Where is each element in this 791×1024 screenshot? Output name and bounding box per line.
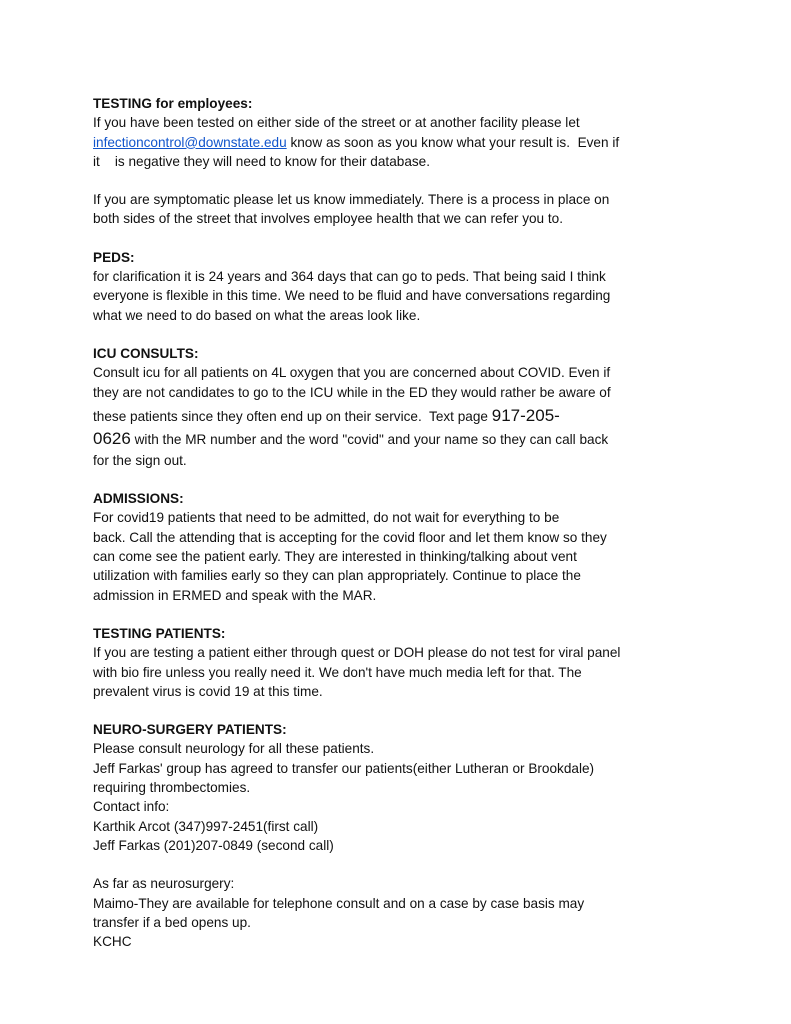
text-line [93, 428, 713, 451]
text-line: can come see the patient early. They are interested in thinking/talking about vent [93, 549, 577, 565]
phone-number: 917-205- [491, 405, 560, 425]
text-line: back. Call the attending that is accepting for the covid floor and let them know so they [93, 529, 607, 545]
text-line: For covid19 patients that need to be admitted, do not wait for everything to be [93, 510, 560, 526]
text-line: Contact info: [93, 799, 170, 815]
contact-line: Jeff Farkas (201)207-0849 (second call) [93, 837, 334, 853]
section-neurosurgery-notes [93, 874, 713, 951]
heading-neuro-surgery: NEURO-SURGERY PATIENTS: [93, 722, 287, 738]
text-line: utilization with families early so they can plan appropriately. Continue to place the [93, 568, 581, 584]
text-line: both sides of the street that involves employee health that we can refer you to. [93, 211, 564, 227]
text-line: for clarification it is 24 years and 364 days that can go to peds. That being said I think [93, 269, 606, 285]
section-peds [93, 248, 713, 325]
section-testing-patients [93, 624, 713, 701]
text-line [93, 405, 713, 428]
document-page [93, 94, 713, 970]
phone-number: 0626 [93, 428, 131, 448]
heading-testing-patients: TESTING PATIENTS: [93, 625, 226, 641]
text-line: requiring thrombectomies. [93, 780, 251, 796]
text-line: KCHC [93, 934, 132, 950]
text-line: Please consult neurology for all these patients. [93, 741, 375, 757]
section-symptomatic [93, 190, 713, 229]
text-line: for the sign out. [93, 452, 187, 468]
heading-testing-employees: TESTING for employees: [93, 96, 253, 111]
text-line: they are not candidates to go to the ICU while in the ED they would rather be aware of [93, 384, 611, 400]
text-line: Consult icu for all patients on 4L oxygen that you are concerned about COVID. Even if [93, 365, 611, 381]
text-line: admission in ERMED and speak with the MAR. [93, 587, 377, 603]
section-testing-employees [93, 94, 713, 171]
text-line: As far as neurosurgery: [93, 876, 235, 892]
text-fragment: with the MR number and the word "covid" and your name so they can call back [130, 431, 609, 447]
text-line: If you are testing a patient either through quest or DOH please do not test for viral panel [93, 645, 621, 661]
text-line: Maimo-They are available for telephone consult and on a case by case basis may [93, 895, 585, 911]
text-line: Jeff Farkas' group has agreed to transfer our patients(either Lutheran or Brookdale) [93, 760, 595, 776]
contact-line: Karthik Arcot (347)997-2451(first call) [93, 818, 319, 834]
text-line: everyone is flexible in this time. We need to be fluid and have conversations regarding [93, 288, 611, 304]
text-line [93, 133, 713, 152]
text-line: transfer if a bed opens up. [93, 914, 251, 930]
text-line: If you are symptomatic please let us know immediately. There is a process in place on [93, 192, 610, 208]
heading-icu-consults: ICU CONSULTS: [93, 345, 199, 361]
text-fragment: know as soon as you know what your result is. Even if [286, 134, 620, 150]
text-line: If you have been tested on either side of the street or at another facility please let [93, 115, 580, 131]
heading-admissions: ADMISSIONS: [93, 491, 184, 507]
text-line: it is negative they will need to know for their database. [93, 153, 431, 169]
email-link[interactable]: infectioncontrol@downstate.edu [93, 134, 287, 150]
section-admissions [93, 489, 713, 605]
section-neuro-surgery [93, 720, 713, 855]
section-icu-consults [93, 344, 713, 470]
heading-peds: PEDS: [93, 249, 135, 265]
text-fragment: these patients since they often end up on their service. Text page [93, 408, 492, 424]
text-line: prevalent virus is covid 19 at this time. [93, 683, 323, 699]
text-line: what we need to do based on what the areas look like. [93, 307, 421, 323]
text-line: with bio fire unless you really need it. We don't have much media left for that. The [93, 664, 582, 680]
